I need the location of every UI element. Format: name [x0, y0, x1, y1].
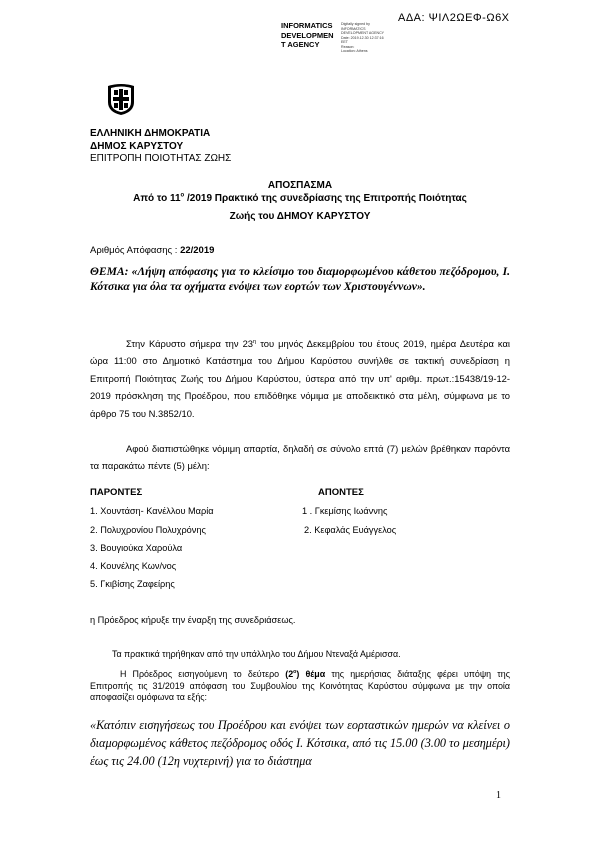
- signature-line: EET: [341, 40, 348, 44]
- absent-member: 2. Κεφαλάς Ευάγγελος: [304, 525, 397, 535]
- subject-text: ΘΕΜΑ: «Λήψη απόφασης για το κλείσιμο του διαμορφωμένου κάθετου πεζόδρομου, Ι. Κότσικα για όλα τα οχήματα ενόψει των εορτών των Χριστουγέννων».: [90, 265, 510, 293]
- signature-line: Date: 2019.12.30 12:37:16: [341, 35, 384, 40]
- digital-signature-text: [341, 22, 401, 54]
- present-member: 4. Κουνέλης Κων/νος: [90, 561, 177, 571]
- minutes-line: Τα πρακτικά τηρήθηκαν από την υπάλληλο του Δήμου Ντεναξά Αμέρισσα.: [112, 649, 401, 659]
- absent-heading: ΑΠΟΝΤΕΣ: [318, 487, 364, 498]
- quoted-decision: «Κατόπιν εισηγήσεως του Προέδρου και ενόψει των εορταστικών ημερών να κλείνει ο διαμορφωμένος κάθετος πεζόδρομος οδός Ι. Κότσικα, από τις 15.00 (3.00 το μεσημέρι) έως τις 24.00 (12η νυχτερινή) για το διάστημα: [90, 718, 510, 768]
- doc-title: ΑΠΟΣΠΑΣΜΑ: [267, 180, 333, 191]
- document-header: [90, 128, 231, 166]
- municipality-name: ΔΗΜΟΣ ΚΑΡΥΣΤΟΥ: [90, 140, 184, 152]
- present-member: 3. Βουγιούκα Χαρούλα: [90, 543, 183, 553]
- present-heading: ΠΑΡΟΝΤΕΣ: [90, 487, 143, 498]
- absent-member: 1 . Γκεμίσης Ιωάννης: [302, 506, 388, 516]
- signature-line: DEVELOPMENT AGENCY: [341, 31, 385, 35]
- greek-emblem-icon: [106, 82, 136, 116]
- page-number: 1: [496, 790, 501, 801]
- signature-line: Digitally signed by: [341, 22, 370, 26]
- signature-line: Location: Athens: [341, 49, 368, 53]
- agency-line: T AGENCY: [281, 40, 320, 49]
- ada-code: ΑΔΑ: ΨΙΛ2ΩΕΦ-Ω6Χ: [398, 12, 510, 24]
- signature-line: INFORMATICS: [341, 26, 366, 31]
- doc-subtitle: Από το $11^o$ /2019 Πρακτικό της συνεδρίασης της Επιτροπής Ποιότητας: [133, 192, 467, 204]
- opening-line: η Πρόεδρος κήρυξε την έναρξη της συνεδριάσεως.: [90, 615, 296, 625]
- present-member: 5. Γκιβίσης Ζαφείρης: [90, 579, 175, 589]
- committee-name: ΕΠΙΤΡΟΠΗ ΠΟΙΟΤΗΤΑΣ ΖΩΗΣ: [90, 153, 232, 164]
- republic-name: ΕΛΛΗΝΙΚΗ ΔΗΜΟΚΡΑΤΙΑ: [90, 128, 211, 139]
- decision-label: Αριθμός Απόφασης :: [90, 245, 178, 256]
- quorum-paragraph: Αφού διαπιστώθηκε νόμιμη απαρτία, δηλαδή σε σύνολο επτά (7) μελών βρέθηκαν παρόντα τα παρακάτω πέντε (5) μέλη:: [90, 443, 510, 472]
- present-member: 2. Πολυχρονίου Πολυχρόνης: [90, 525, 206, 535]
- agency-name: [281, 21, 343, 50]
- agency-line: DEVELOPMEN: [281, 30, 334, 40]
- intro-paragraph: Στην Κάρυστο σήμερα την $23^\eta$ του μηνός Δεκεμβρίου του έτους 2019, ημέρα Δευτέρα και ώρα 11:00 στο Δημοτικό Κατάστημα του Δήμου Καρύστου συνήλθε σε τακτική συνεδρίαση η Επιτροπή Ποιότητας Ζωής του Δήμου Καρύστου, ύστερα από την υπ' αριθμ. πρωτ.:15438/19-12-2019 πρόσκληση της Προέδρου, που επιδόθηκε νόμιμα με αποδεικτικό στα μέλη, σύμφωνα με το άρθρο 75 του Ν.3852/10.: [90, 338, 510, 419]
- agency-line: INFORMATICS: [281, 21, 333, 30]
- decision-value: 22/2019: [180, 245, 215, 256]
- proposal-paragraph: Η Πρόεδρος εισηγούμενη το δεύτερο $(2^o)$ θέμα της ημερήσιας διάταξης φέρει υπόψη της Επιτροπής τις 31/2019 απόφαση του Συμβουλίου της Κοινότητας Καρύστου σύμφωνα με την οποία αποφασίζει ομόφωνα τα εξής:: [90, 669, 510, 702]
- decision-number: [90, 245, 214, 256]
- signature-line: Reason:: [341, 44, 355, 49]
- present-member: 1. Χουντάση- Κανέλλου Μαρία: [90, 506, 214, 516]
- doc-subtitle-2: Ζωής του ΔΗΜΟΥ ΚΑΡΥΣΤΟΥ: [229, 211, 371, 222]
